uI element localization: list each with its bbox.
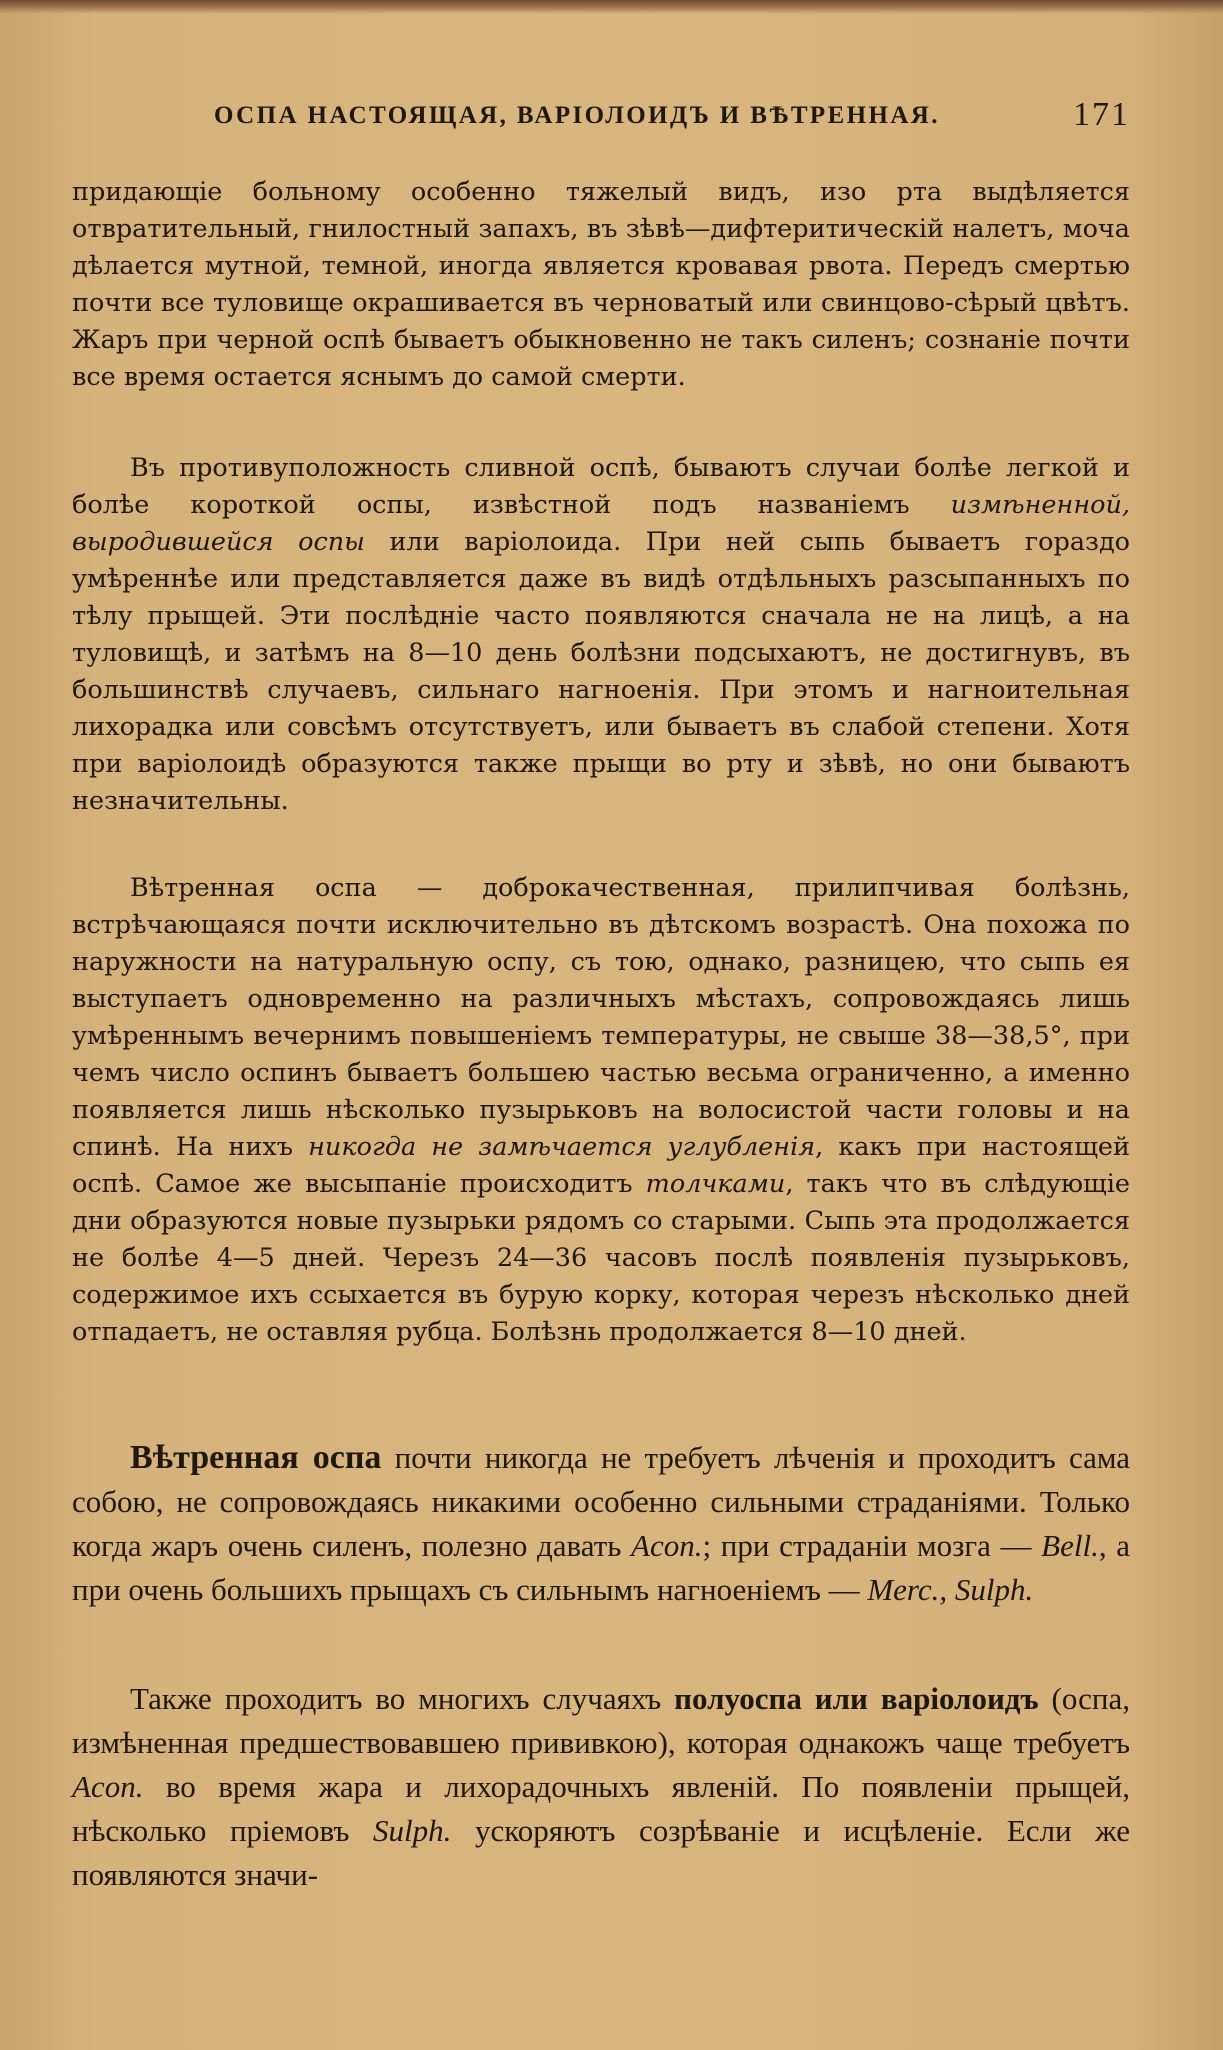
paragraph-4-italic-c: Merc., Sulph. xyxy=(867,1572,1034,1607)
paragraph-3-text-a: Вѣтренная оспа — доброкачественная, прилипчивая болѣзнь, встрѣчающаяся почти исключительно въ дѣтскомъ возрастѣ. Она похожа по наружности на натуральную оспу, съ тою, однако, разницею, что сыпь ея выступаетъ одновременно на различныхъ мѣстахъ, сопровождаясь лишь умѣреннымъ вечернимъ повышеніемъ температуры, не свыше 38—38,5°, при чемъ число оспинъ бываетъ большею частью весьма ограниченно, а именно появляется лишь нѣсколько пузырьковъ на волосистой части головы и на спинѣ. На нихъ xyxy=(72,873,1130,1162)
paragraph-2-italic: измѣненной, выродившейся оспы xyxy=(72,490,1130,557)
paragraph-3-text-b: , какъ при настоящей оспѣ. Самое же высыпаніе происходитъ xyxy=(72,1132,1130,1199)
paragraph-3 xyxy=(72,870,1130,1351)
paragraph-2 xyxy=(72,450,1130,820)
paragraph-2-text-b: или варіолоида. При ней сыпь бываетъ гораздо умѣреннѣе или представляется даже въ видѣ отдѣльныхъ разсыпанныхъ по тѣлу прыщей. Эти послѣдніе часто появляются сначала не на лицѣ, а на туловищѣ, и затѣмъ на 8—10 день болѣзни подсыхаютъ, не достигнувъ, въ большинствѣ случаевъ, сильнаго нагноенія. При этомъ и нагноительная лихорадка или совсѣмъ отсутствуетъ, или бываетъ въ слабой степени. Хотя при варіолоидѣ образуются также прыщи во рту и зѣвѣ, но они бываютъ незначительны. xyxy=(72,527,1130,816)
paragraph-3-italic-a: никогда не замѣчается углубленія xyxy=(308,1132,816,1162)
paragraph-4 xyxy=(72,1436,1130,1612)
paragraph-5-text-b: (оспа, измѣненная предшествовавшею прививкою), которая однакожъ чаще требуетъ xyxy=(72,1681,1130,1760)
paragraph-4-text-a: почти никогда не требуетъ лѣченія и проходитъ сама собою, не сопровождаясь никакими особенно сильными страданіями. Только когда жаръ очень силенъ, полезно давать xyxy=(72,1440,1131,1563)
paragraph-4-text-b: ; при страданіи мозга — xyxy=(702,1528,1042,1563)
paragraph-5-bold: полуоспа или варіолоидъ xyxy=(674,1681,1039,1716)
paragraph-2-text-a: Въ противуположность сливной оспѣ, бываютъ случаи болѣе легкой и болѣе короткой оспы, извѣстной подъ названіемъ xyxy=(72,453,1130,520)
running-title: ОСПА НАСТОЯЩАЯ, ВАРІОЛОИДЪ И ВѢТРЕННАЯ. xyxy=(214,102,940,129)
paragraph-4-italic-a: Acon. xyxy=(631,1528,703,1563)
paragraph-5-text-a: Также проходитъ во многихъ случаяхъ xyxy=(130,1681,675,1716)
paragraph-4-italic-b: Bell. xyxy=(1041,1528,1099,1563)
paragraph-5-italic-a: Acon. xyxy=(72,1769,144,1804)
page-top-edge xyxy=(0,0,1223,14)
paragraph-4-bold: Вѣтренная оспа xyxy=(130,1439,382,1476)
paragraph-5-text-c: во время жара и лихорадочныхъ явленій. По появленіи прыщей, нѣсколько пріемовъ xyxy=(72,1769,1130,1848)
paragraph-5-italic-b: Sulph. xyxy=(373,1813,452,1848)
paragraph-1 xyxy=(72,174,1130,396)
paragraph-3-italic-b: толчками xyxy=(645,1169,786,1199)
paragraph-5-text-d: ускоряютъ созрѣваніе и исцѣленіе. Если же появляются значи- xyxy=(72,1813,1130,1892)
paragraph-1-text: придающіе больному особенно тяжелый видъ, изо рта выдѣляется отвратительный, гнилостный запахъ, въ зѣвѣ—дифтеритическій налетъ, моча дѣлается мутной, темной, иногда является кровавая рвота. Передъ смертью почти все туловище окрашивается въ черноватый или свинцово-сѣрый цвѣтъ. Жаръ при черной оспѣ бываетъ обыкновенно не такъ силенъ; сознаніе почти все время остается яснымъ до самой смерти. xyxy=(72,177,1130,392)
paragraph-3-text-c: , такъ что въ слѣдующіе дни образуются новые пузырьки рядомъ со старыми. Сыпь эта продолжается не болѣе 4—5 дней. Черезъ 24—36 часовъ послѣ появленія пузырьковъ, содержимое ихъ ссыхается въ бурую корку, которая черезъ нѣсколько дней отпадаетъ, не оставляя рубца. Болѣзнь продолжается 8—10 дней. xyxy=(72,1169,1131,1347)
running-header xyxy=(72,96,1130,140)
paragraph-4-text-c: , а при очень большихъ прыщахъ съ сильнымъ нагноеніемъ — xyxy=(72,1528,1130,1607)
page-number: 171 xyxy=(1073,96,1130,133)
paragraph-5 xyxy=(72,1677,1130,1897)
